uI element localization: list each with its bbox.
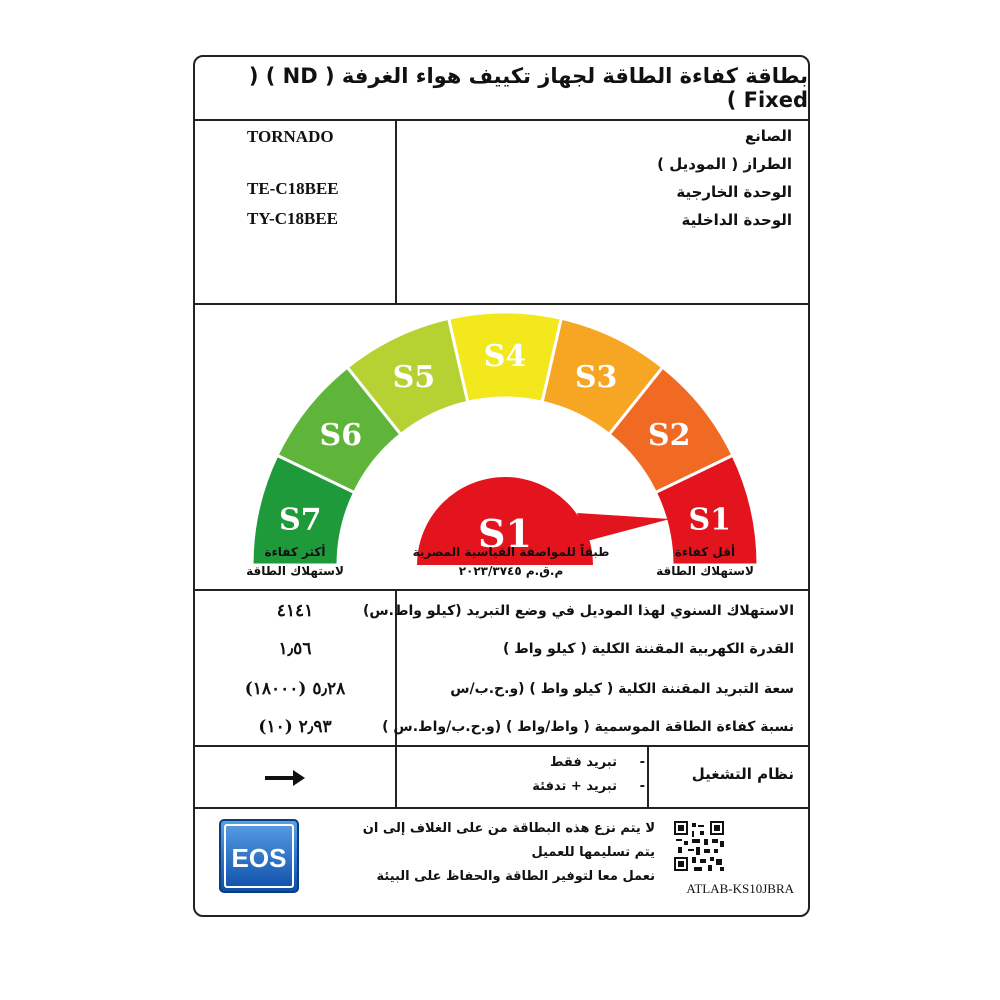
energy-label-card [193, 55, 810, 917]
operation-mode-label: نظام التشغيل [691, 765, 794, 783]
operation-mode-options [397, 747, 647, 807]
mode-option-cooling: - تبريد فقط [550, 755, 645, 770]
efficiency-gauge-section [195, 303, 808, 589]
gauge-segment-label-s6: S6 [319, 418, 363, 454]
seer-label: نسبة كفاءة الطاقة الموسمية ( واط/واط ) (و.ح.ب/واط.س ) [382, 719, 794, 735]
gauge-segment-label-s7: S7 [278, 502, 322, 538]
outdoor-unit-value: TE-C18BEE [247, 179, 339, 198]
manufacturer-label: الصانع [744, 127, 792, 145]
mode-option-cooling-heating: - تبريد + تدفئة [532, 779, 645, 794]
gauge-segment-label-s2: S2 [647, 418, 691, 454]
product-info-values [195, 121, 395, 303]
annual-consumption-label: الاستهلاك السنوي لهذا الموديل في وضع التبريد (كيلو واط.س) [362, 603, 794, 619]
qr-code-icon [674, 821, 724, 871]
gauge-segment-label-s4: S4 [483, 339, 527, 374]
label-title: بطاقة كفاءة الطاقة لجهاز تكييف هواء الغرفة ( ND ) ( Fixed ) [248, 64, 808, 112]
indoor-unit-label: الوحدة الداخلية [681, 211, 792, 229]
operation-mode-section [195, 745, 808, 807]
label-code: ATLAB-KS10JBRA [686, 881, 794, 896]
model-label: الطراز ( الموديل ) [657, 155, 792, 173]
more-efficient-label: أكثر كفاءة لاستهلاك الطاقة [246, 545, 344, 578]
seer-value: ٢٫٩٣ (١٠) [258, 717, 332, 737]
annual-consumption-value: ٤١٤١ [276, 601, 314, 621]
gauge-segment-label-s5: S5 [392, 359, 436, 395]
gauge-pointer [577, 513, 670, 541]
arrow-right-icon [265, 769, 305, 787]
standard-label: طبقاً للمواصفة القياسية المصرية م.ق.م ٢٠٢٣/٣٧٤٥ [412, 545, 610, 578]
divider [647, 747, 649, 807]
product-info-section [195, 119, 808, 303]
notice-text: لا يتم نزع هذه البطاقة من على الغلاف إلى ان يتم تسليمها للعميل نعمل معا لتوفير الطاقة والحفاظ على البيئة [362, 821, 655, 884]
svg-text:EOS: EOS [231, 843, 287, 873]
gauge-segment-label-s1: S1 [688, 502, 732, 538]
footer-section [195, 807, 808, 917]
rated-power-label: القدرة الكهربية المقننة الكلية ( كيلو واط ) [502, 641, 794, 657]
eos-logo [219, 819, 299, 893]
less-efficient-label: أقل كفاءة لاستهلاك الطاقة [656, 545, 754, 578]
gauge-segment-label-s3: S3 [574, 359, 618, 395]
gauge-rating-label: S1 [478, 511, 532, 556]
manufacturer-value: TORNADO [247, 127, 334, 146]
cooling-capacity-label: سعة التبريد المقننة الكلية ( كيلو واط ) (و.ح.ب/س [450, 681, 794, 697]
outdoor-unit-label: الوحدة الخارجية [676, 183, 792, 201]
cooling-capacity-value: ٥٫٢٨ (١٨٠٠٠) [244, 679, 346, 699]
rated-power-value: ١٫٥٦ [278, 639, 312, 659]
divider [395, 121, 397, 303]
specifications-section [195, 589, 808, 745]
indoor-unit-value: TY-C18BEE [247, 209, 339, 228]
spec-labels [362, 591, 794, 745]
